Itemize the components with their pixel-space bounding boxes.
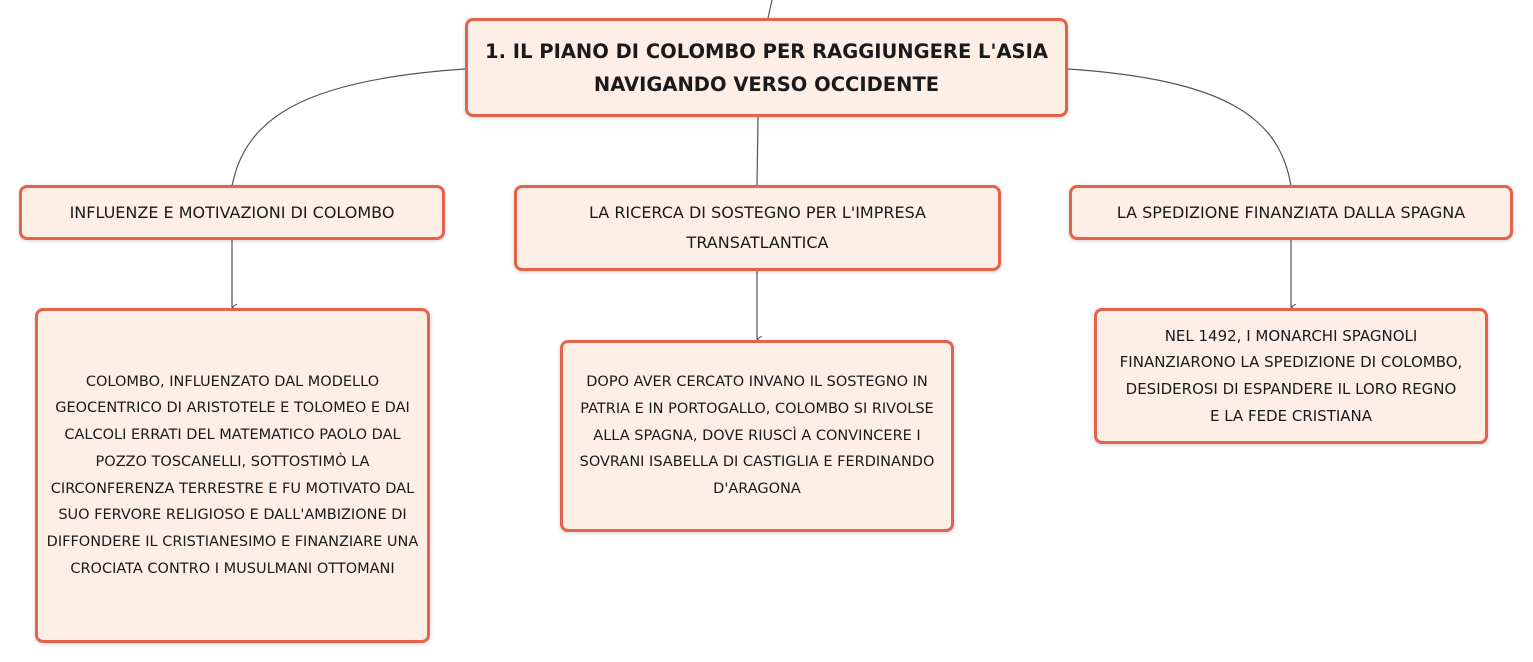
root-topic[interactable] [465, 18, 1068, 117]
root-topic-title: 1. IL PIANO DI COLOMBO PER RAGGIUNGERE L'ASIA NAVIGANDO VERSO OCCIDENTE [485, 39, 1048, 96]
detail-topic-influences[interactable] [35, 308, 430, 643]
branch-topic-label: INFLUENZE E MOTIVAZIONI DI COLOMBO [69, 202, 395, 222]
branch-topic-label: LA RICERCA DI SOSTEGNO PER L'IMPRESA TRANSATLANTICA [589, 203, 926, 252]
detail-topic-text: DOPO AVER CERCATO INVANO IL SOSTEGNO IN PATRIA E IN PORTOGALLO, COLOMBO SI RIVOLSE ALLA SPAGNA, DOVE RIUSCÌ A CONVINCERE I SOVRANI ISABELLA DI CASTIGLIA E FERDINANDO D'ARAGONA [579, 374, 935, 498]
detail-topic-text: COLOMBO, INFLUENZATO DAL MODELLO GEOCENTRICO DI ARISTOTELE E TOLOMEO E DAI CALCOLI ERRATI DEL MATEMATICO PAOLO DAL POZZO TOSCANELLI, SOTTOSTIMÒ LA CIRCONFERENZA TERRESTRE E FU MOTIVATO DAL SUO FERVORE RELIGIOSO E DALL'AMBIZIONE DI DIFFONDERE IL CRISTIANESIMO E FINANZIARE UNA CROCIATA CONTRO I MUSULMANI OTTOMANI [46, 373, 419, 577]
connector-root-to-branch-1 [232, 69, 465, 186]
connector-root-to-branch-3 [1068, 69, 1291, 186]
detail-topic-support-search[interactable] [560, 340, 954, 532]
connector-root-to-branch-2 [757, 117, 758, 186]
branch-topic-influences[interactable] [19, 185, 445, 240]
detail-topic-text: NEL 1492, I MONARCHI SPAGNOLI FINANZIARONO LA SPEDIZIONE DI COLOMBO, DESIDEROSI DI ESPANDERE IL LORO REGNO E LA FEDE CRISTIANA [1119, 326, 1463, 425]
connector-parent-to-root [768, 0, 772, 18]
branch-topic-label: LA SPEDIZIONE FINANZIATA DALLA SPAGNA [1116, 202, 1466, 222]
detail-topic-spanish-expedition[interactable] [1094, 308, 1488, 444]
branch-topic-spanish-expedition[interactable] [1069, 185, 1513, 240]
branch-topic-support-search[interactable] [514, 185, 1001, 271]
